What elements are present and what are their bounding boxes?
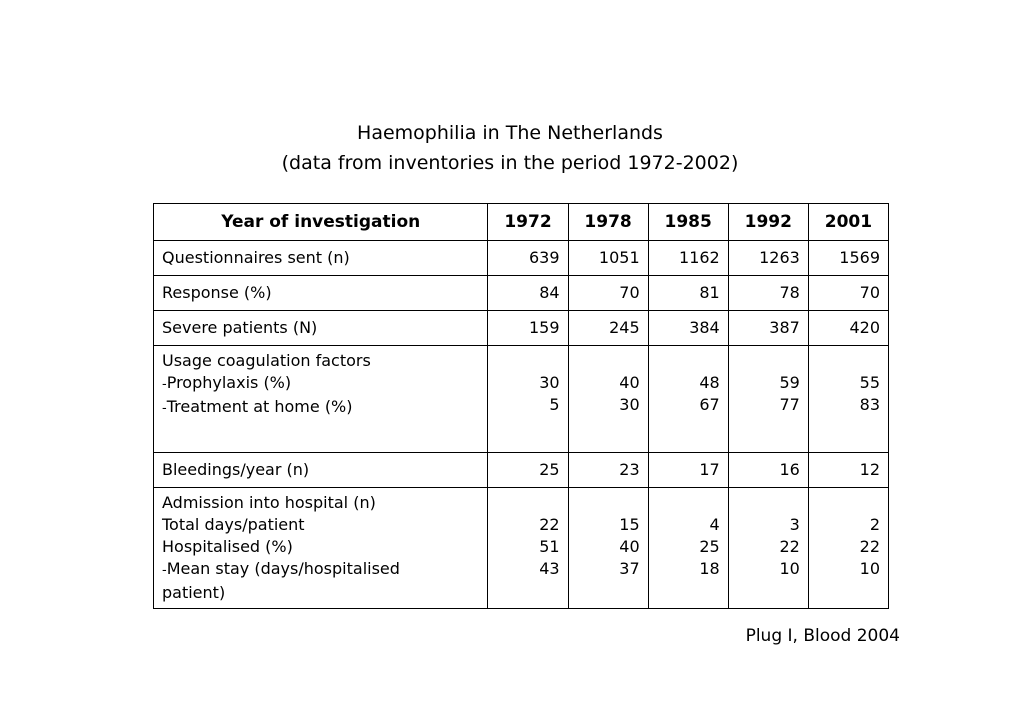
table-cell: 84 xyxy=(488,276,568,311)
cell-value: 25 xyxy=(699,537,720,556)
table-cell xyxy=(488,488,568,609)
cell-value: 43 xyxy=(539,559,560,578)
admission-heading: Admission into hospital (n) xyxy=(162,493,376,512)
haemophilia-data-table xyxy=(153,203,889,609)
table-cell: 245 xyxy=(568,311,648,346)
table-cell: 1569 xyxy=(808,241,888,276)
cell-value: 59 xyxy=(779,373,800,392)
table-cell: 25 xyxy=(488,453,568,488)
table-row-admission xyxy=(154,488,889,609)
cell-value: 22 xyxy=(859,537,880,556)
table-cell: 1051 xyxy=(568,241,648,276)
slide-title xyxy=(0,118,1020,178)
table-cell: 16 xyxy=(728,453,808,488)
cell-value: 48 xyxy=(699,373,720,392)
cell-value: 67 xyxy=(699,395,720,414)
table-cell xyxy=(568,488,648,609)
title-line-1: Haemophilia in The Netherlands xyxy=(357,122,663,144)
dash-marker: - xyxy=(162,377,167,392)
table-row-questionnaires xyxy=(154,241,889,276)
cell-value: 77 xyxy=(779,395,800,414)
table-cell xyxy=(728,346,808,453)
cell-value: 22 xyxy=(779,537,800,556)
row-label xyxy=(154,488,488,609)
table-cell: 70 xyxy=(568,276,648,311)
row-label: Bleedings/year (n) xyxy=(154,453,488,488)
cell-value: 37 xyxy=(619,559,640,578)
home-treatment-label: Treatment at home (%) xyxy=(166,397,353,416)
cell-value: 83 xyxy=(859,395,880,414)
cell-value: 55 xyxy=(859,373,880,392)
table-cell: 23 xyxy=(568,453,648,488)
header-year: 2001 xyxy=(808,204,888,241)
cell-value: 10 xyxy=(779,559,800,578)
cell-value: 18 xyxy=(699,559,720,578)
row-label: Severe patients (N) xyxy=(154,311,488,346)
table-cell: 387 xyxy=(728,311,808,346)
cell-value: 22 xyxy=(539,515,560,534)
cell-value: 3 xyxy=(789,515,800,534)
usage-heading: Usage coagulation factors xyxy=(162,351,371,370)
table-cell: 420 xyxy=(808,311,888,346)
table-cell xyxy=(648,346,728,453)
prophylaxis-label: Prophylaxis (%) xyxy=(166,373,292,392)
hospitalised-label: Hospitalised (%) xyxy=(162,537,293,556)
table-cell: 1162 xyxy=(648,241,728,276)
header-year: 1978 xyxy=(568,204,648,241)
total-days-label: Total days/patient xyxy=(162,515,305,534)
table-cell: 17 xyxy=(648,453,728,488)
header-year: 1972 xyxy=(488,204,568,241)
cell-value: 30 xyxy=(539,373,560,392)
table-row-response xyxy=(154,276,889,311)
table-cell xyxy=(808,488,888,609)
table-cell xyxy=(808,346,888,453)
table-cell: 70 xyxy=(808,276,888,311)
table-cell: 639 xyxy=(488,241,568,276)
home-treatment-label-line xyxy=(162,396,479,420)
table-cell: 384 xyxy=(648,311,728,346)
cell-value: 4 xyxy=(709,515,720,534)
table-cell: 78 xyxy=(728,276,808,311)
row-label xyxy=(154,346,488,453)
table-cell xyxy=(728,488,808,609)
row-label: Questionnaires sent (n) xyxy=(154,241,488,276)
dash-marker: - xyxy=(162,563,167,578)
table-cell xyxy=(568,346,648,453)
cell-value: 2 xyxy=(869,515,880,534)
table-cell xyxy=(648,488,728,609)
dash-marker: - xyxy=(162,401,167,416)
cell-value: 5 xyxy=(549,395,560,414)
cell-value: 10 xyxy=(859,559,880,578)
table-cell: 1263 xyxy=(728,241,808,276)
mean-stay-label: Mean stay (days/hospitalised xyxy=(166,559,400,578)
table-cell xyxy=(488,346,568,453)
cell-value: 40 xyxy=(619,373,640,392)
table-row-severe-patients xyxy=(154,311,889,346)
prophylaxis-label-line xyxy=(162,372,479,396)
table-cell: 81 xyxy=(648,276,728,311)
citation: Plug I, Blood 2004 xyxy=(745,626,900,646)
cell-value: 30 xyxy=(619,395,640,414)
mean-stay-label-line xyxy=(162,558,479,582)
header-year: 1992 xyxy=(728,204,808,241)
row-label: Response (%) xyxy=(154,276,488,311)
header-year-of-investigation: Year of investigation xyxy=(154,204,488,241)
table-header-row xyxy=(154,204,889,241)
cell-value: 15 xyxy=(619,515,640,534)
header-year: 1985 xyxy=(648,204,728,241)
title-line-2: (data from inventories in the period 1972-2002) xyxy=(281,152,739,174)
cell-value: 40 xyxy=(619,537,640,556)
table-cell: 159 xyxy=(488,311,568,346)
mean-stay-label-cont: patient) xyxy=(162,583,226,602)
cell-value: 51 xyxy=(539,537,560,556)
table-row-usage-coagulation xyxy=(154,346,889,453)
table-cell: 12 xyxy=(808,453,888,488)
table-row-bleedings xyxy=(154,453,889,488)
